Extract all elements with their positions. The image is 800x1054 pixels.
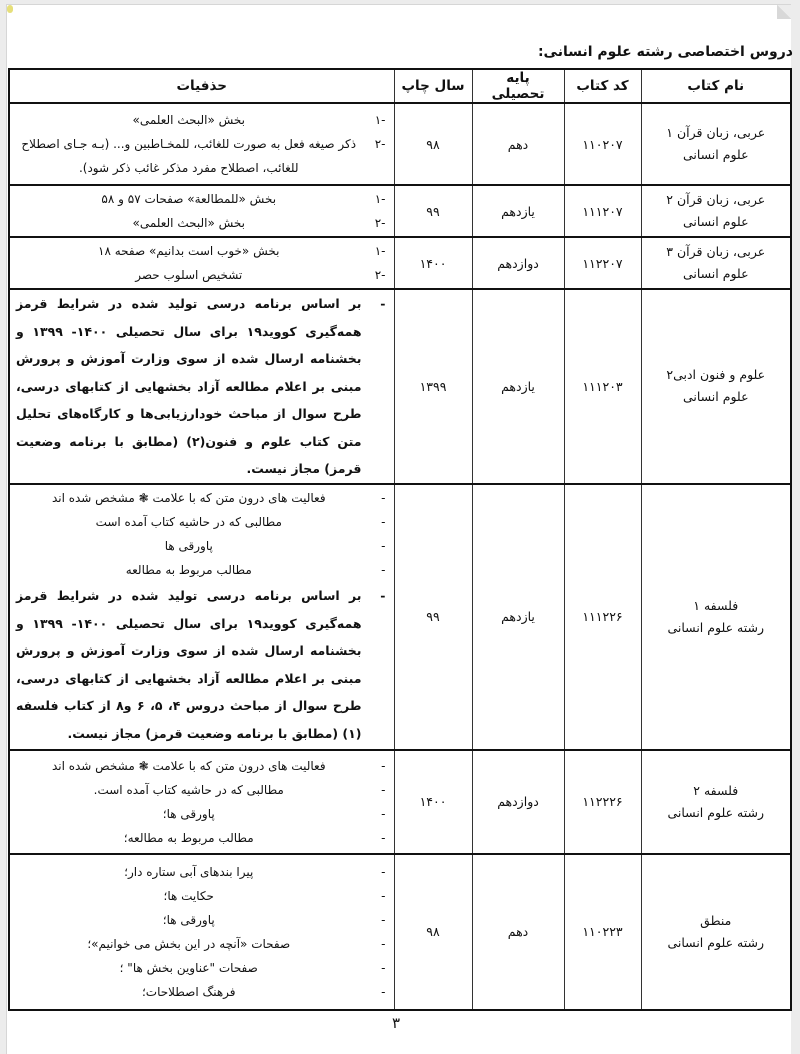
deletion-text: پاورقی ها؛ xyxy=(162,806,215,821)
book-name: عربی، زبان قرآن ۳ xyxy=(666,244,766,259)
deletion-item xyxy=(16,239,388,263)
deletion-text: صفحات "عناوین بخش ها" ؛ xyxy=(119,960,258,975)
list-marker: - xyxy=(381,888,386,903)
deletion-item xyxy=(16,884,388,908)
list-marker: - xyxy=(381,758,386,773)
deletion-item xyxy=(16,802,388,826)
deletion-text: ذکر صیغه فعل به صورت للغائب، للمخـاطبین و... (بـه جـای اصطلاح للغائب، اصطلاح مفرد مذکر غائب ذکر شود). xyxy=(21,137,357,175)
list-marker: - xyxy=(381,563,386,577)
book-field: علوم انسانی xyxy=(682,147,749,162)
table-row xyxy=(9,103,791,185)
table-row xyxy=(9,750,791,854)
deletions-cell xyxy=(9,237,394,289)
deletion-item xyxy=(16,187,388,211)
table-row xyxy=(9,854,791,1010)
book-code: ۱۱۲۲۲۶ xyxy=(564,750,641,854)
grade-level: دوازدهم xyxy=(472,237,564,289)
header-book-name: نام کتاب xyxy=(641,69,791,103)
page-fold-icon xyxy=(777,5,791,19)
book-name-cell xyxy=(641,237,791,289)
book-code: ۱۱۲۲۰۷ xyxy=(564,237,641,289)
list-marker: - xyxy=(381,515,386,529)
list-marker: -۱ xyxy=(374,192,386,206)
table-row xyxy=(9,484,791,750)
deletion-item xyxy=(16,582,388,747)
deletion-text: بر اساس برنامه درسی تولید شده در شرایط قرمز همه‌گیری کووید۱۹ برای سال تحصیلی ۱۴۰۰- ۱۳۹۹ و بخشنامه ارسال شده از سوی وزارت آموزش و پرورش مبنی بر اعلام مطالعه آزاد بخشهایی از کتابهای درسی، طرح سوال از مباحث خودارزیابی‌ها و کارگاه‌های تحلیل متن کتاب علوم و فنون(۲) (مطابق با برنامه وضعیت قرمز) مجاز نیست. xyxy=(16,296,362,476)
list-marker: - xyxy=(381,491,386,505)
deletion-item xyxy=(16,826,388,850)
deletion-text: تشخیص اسلوب حصر xyxy=(135,268,243,282)
section-heading: دروس اختصاصی رشته علوم انسانی: xyxy=(537,44,793,60)
page-number: ۳ xyxy=(392,1014,401,1032)
book-field: علوم انسانی xyxy=(682,214,749,229)
deletion-text: حکایت ها؛ xyxy=(163,888,214,903)
deletions-cell xyxy=(9,103,394,185)
book-name-cell xyxy=(641,484,791,750)
deletions-cell xyxy=(9,750,394,854)
book-name-cell xyxy=(641,103,791,185)
deletion-item xyxy=(16,263,388,287)
deletion-item xyxy=(16,486,388,510)
deletion-text: پاورقی ها؛ xyxy=(162,912,215,927)
deletion-item xyxy=(16,908,388,932)
book-code: ۱۱۰۲۰۷ xyxy=(564,103,641,185)
deletion-item xyxy=(16,290,388,483)
deletion-text: مطالبی که در حاشیه کتاب آمده است. xyxy=(93,782,284,797)
pin-icon xyxy=(7,5,13,13)
book-field: رشته علوم انسانی xyxy=(667,934,765,950)
book-field: علوم انسانی xyxy=(682,389,749,405)
deletions-list xyxy=(16,860,388,1004)
table-header-row xyxy=(9,69,791,103)
print-year: ۹۹ xyxy=(394,185,472,237)
list-marker: - xyxy=(381,806,386,821)
deletions-cell xyxy=(9,185,394,237)
print-year: ۱۴۰۰ xyxy=(394,237,472,289)
deletion-text: بر اساس برنامه درسی تولید شده در شرایط قرمز همه‌گیری کووید۱۹ برای سال تحصیلی ۱۴۰۰- ۱۳۹۹ و بخشنامه ارسال شده از سوی وزارت آموزش و پرورش مبنی بر اعلام مطالعه آزاد بخشهایی از کتابهای درسی، طرح سوال از مباحث دروس ۴، ۵، ۶ و۸ از کتاب فلسفه (۱) (مطابق با برنامه وضعیت قرمز) مجاز نیست. xyxy=(16,588,362,741)
deletions-list xyxy=(16,754,388,850)
grade-level: دهم xyxy=(472,854,564,1010)
book-name: عربی، زبان قرآن ۱ xyxy=(666,125,766,140)
print-year: ۱۴۰۰ xyxy=(394,750,472,854)
deletion-item xyxy=(16,534,388,558)
list-marker: -۲ xyxy=(374,137,386,151)
book-code: ۱۱۱۲۰۷ xyxy=(564,185,641,237)
header-book-code: کد کتاب xyxy=(564,69,641,103)
deletions-list xyxy=(16,108,388,180)
deletion-text: فرهنگ اصطلاحات؛ xyxy=(141,984,236,999)
list-marker: -۱ xyxy=(374,113,386,127)
book-name-cell xyxy=(641,750,791,854)
book-name-cell xyxy=(641,185,791,237)
deletion-text: مطالبی که در حاشیه کتاب آمده است xyxy=(95,515,282,529)
deletion-item xyxy=(16,980,388,1004)
deletion-text: بخش «خوب است بدانیم» صفحه ۱۸ xyxy=(98,244,280,258)
deletion-item xyxy=(16,108,388,132)
deletion-text: بخش «البحث العلمی» xyxy=(132,216,246,230)
deletion-item xyxy=(16,132,388,180)
book-field: علوم انسانی xyxy=(682,266,749,281)
deletion-item xyxy=(16,211,388,235)
deletions-cell xyxy=(9,484,394,750)
deletion-item xyxy=(16,754,388,778)
list-marker: - xyxy=(381,912,386,927)
book-name: علوم و فنون ادبی۲ xyxy=(666,367,766,383)
deletion-item xyxy=(16,932,388,956)
book-name: فلسفه ۲ xyxy=(693,782,739,798)
list-marker: -۱ xyxy=(374,244,386,258)
book-name: منطق xyxy=(700,912,732,928)
deletions-list xyxy=(16,187,388,235)
deletion-text: بخش «البحث العلمی» xyxy=(132,113,246,127)
deletion-item xyxy=(16,778,388,802)
print-year: ۱۳۹۹ xyxy=(394,289,472,484)
grade-level: یازدهم xyxy=(472,289,564,484)
book-name-cell xyxy=(641,854,791,1010)
book-code: ۱۱۱۲۰۳ xyxy=(564,289,641,484)
book-field: رشته علوم انسانی xyxy=(667,804,765,820)
book-code: ۱۱۱۲۲۶ xyxy=(564,484,641,750)
list-marker: - xyxy=(380,588,386,603)
deletion-item xyxy=(16,510,388,534)
table-row xyxy=(9,289,791,484)
list-marker: - xyxy=(381,830,386,845)
list-marker: - xyxy=(381,984,386,999)
book-name-cell xyxy=(641,289,791,484)
print-year: ۹۹ xyxy=(394,484,472,750)
table-row xyxy=(9,237,791,289)
deletions-cell xyxy=(9,289,394,484)
deletions-list xyxy=(16,486,388,747)
deletions-list xyxy=(16,239,388,287)
book-name: فلسفه ۱ xyxy=(693,597,739,613)
list-marker: -۲ xyxy=(374,216,386,230)
deletion-item xyxy=(16,860,388,884)
deletion-text: صفحات «آنچه در این بخش می خوانیم»؛ xyxy=(87,936,291,951)
list-marker: - xyxy=(381,539,386,553)
list-marker: - xyxy=(380,296,386,311)
book-name: عربی، زبان قرآن ۲ xyxy=(666,192,766,207)
grade-level: دوازدهم xyxy=(472,750,564,854)
list-marker: - xyxy=(381,936,386,951)
grade-level: یازدهم xyxy=(472,484,564,750)
deletions-cell xyxy=(9,854,394,1010)
header-grade: پایه تحصیلی xyxy=(472,69,564,103)
deletion-text: بخش «للمطالعة» صفحات ۵۷ و ۵۸ xyxy=(101,192,277,206)
deletions-list xyxy=(16,290,388,483)
deletion-text: پاورقی ها xyxy=(164,539,213,553)
deletions-table xyxy=(8,68,792,1011)
deletion-item xyxy=(16,956,388,980)
table-row xyxy=(9,185,791,237)
header-deletions: حذفیات xyxy=(9,69,394,103)
deletion-text: پیرا بندهای آبی ستاره دار؛ xyxy=(124,864,254,879)
deletion-text: فعالیت های درون متن که با علامت ❃ مشخص شده اند xyxy=(51,491,326,505)
grade-level: دهم xyxy=(472,103,564,185)
print-year: ۹۸ xyxy=(394,103,472,185)
list-marker: - xyxy=(381,864,386,879)
deletion-text: مطالب مربوط به مطالعه xyxy=(125,563,252,577)
header-print-year: سال چاپ xyxy=(394,69,472,103)
deletion-text: فعالیت های درون متن که با علامت ❃ مشخص شده اند xyxy=(51,758,326,773)
print-year: ۹۸ xyxy=(394,854,472,1010)
grade-level: یازدهم xyxy=(472,185,564,237)
list-marker: - xyxy=(381,960,386,975)
list-marker: - xyxy=(381,782,386,797)
book-field: رشته علوم انسانی xyxy=(667,619,765,635)
deletion-item xyxy=(16,558,388,582)
deletion-text: مطالب مربوط به مطالعه؛ xyxy=(123,830,254,845)
list-marker: -۲ xyxy=(374,268,386,282)
book-code: ۱۱۰۲۲۳ xyxy=(564,854,641,1010)
